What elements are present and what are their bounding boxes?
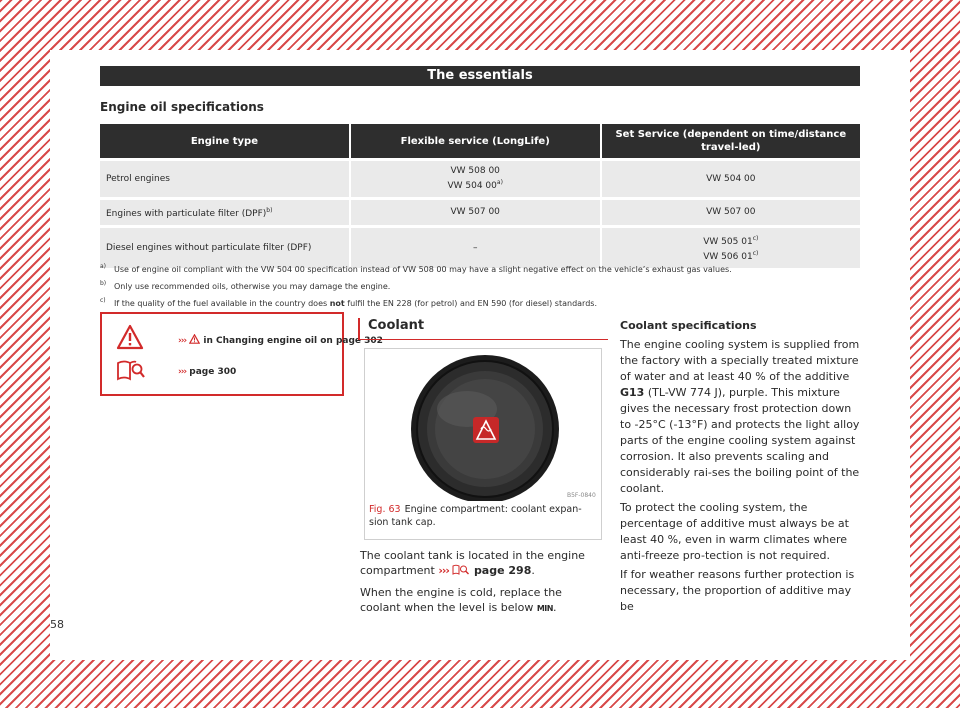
coolant-heading: Coolant	[358, 318, 608, 340]
set-value: VW 505 01	[703, 237, 753, 247]
figure-coolant-cap	[364, 348, 602, 540]
paragraph	[620, 337, 860, 497]
figure-code: B5F-0840	[567, 492, 596, 499]
page-reference[interactable]	[116, 357, 346, 386]
page-reference-text: page 300	[189, 367, 237, 377]
figure-caption	[369, 503, 597, 529]
footnote-text: Only use recommended oils, otherwise you may damage the engine.	[114, 282, 391, 291]
arrow-glyph: ›››	[178, 367, 187, 377]
oil-spec-table	[100, 121, 860, 271]
column-header-flexible-service: Flexible service (LongLife)	[351, 124, 602, 158]
coolant-cap-photo	[369, 353, 597, 501]
footnote	[100, 264, 860, 275]
paragraph-text: The coolant tank is located in the engine compartment	[360, 549, 585, 577]
footnote-emphasis: not	[329, 299, 345, 308]
footnote-text: fulfil the EN 228 (for petrol) and EN 590 (for diesel) standards.	[344, 299, 597, 308]
engine-label: Engines with particulate filter (DPF)	[106, 209, 267, 219]
flex-value: –	[472, 242, 478, 253]
set-value: VW 506 01	[703, 252, 753, 262]
column-header-set-service: Set Service (dependent on time/distance travel-led)	[602, 124, 860, 158]
table-cell-engine	[100, 228, 351, 268]
column-header-engine-type: Engine type	[100, 124, 351, 158]
footnote	[100, 281, 860, 292]
footnote-marker: b)	[266, 207, 273, 214]
table-cell-engine	[100, 161, 351, 197]
coolant-text	[360, 548, 600, 623]
paragraph	[360, 585, 600, 616]
table-cell-flex	[351, 200, 602, 225]
engine-label: Diesel engines without particulate filter (DPF)	[106, 242, 312, 253]
paragraph: To protect the cooling system, the percentage of additive must always be at least 40 %, even in warm climates where anti-freeze pro-tection is not required.	[620, 501, 849, 562]
table-cell-engine	[100, 200, 351, 225]
specs-heading: Coolant specifications	[620, 319, 757, 332]
min-marker-symbol: MIN	[536, 604, 553, 613]
flex-value: VW 504 00	[447, 181, 497, 191]
page-number: 58	[50, 618, 64, 631]
footnote-mark: c)	[100, 297, 106, 304]
paragraph-text: (TL-VW 774 J), purple. This mixture gives the necessary frost protection down to -25°C (-13°F) and protects the light alloy parts of the engine cooling system against corrosion. It also prevents scaling and considerably rai-ses the boiling point of the coolant.	[620, 386, 860, 495]
paragraph-text: When the engine is cold, replace the coolant when the level is below	[360, 586, 562, 614]
table-cell-flex	[351, 228, 602, 268]
footnote-marker: c)	[752, 250, 759, 257]
set-value: VW 504 00	[706, 173, 756, 184]
paragraph-text: The engine cooling system is supplied from the factory with a specially treated mixture of water and at least 40 % of the additive	[620, 338, 860, 383]
page	[50, 50, 910, 660]
page-link[interactable]: page 298	[473, 564, 532, 577]
warning-reference[interactable]	[116, 324, 383, 353]
book-magnifier-icon	[452, 563, 470, 575]
coolant-specifications	[620, 318, 860, 618]
table-cell-flex	[351, 161, 602, 197]
table-row	[100, 228, 860, 268]
table-header-row	[100, 124, 860, 158]
arrow-glyph: ›››	[178, 336, 187, 346]
footnote-marker: c)	[752, 235, 759, 242]
footnotes	[100, 264, 860, 315]
footnote-mark: b)	[100, 280, 107, 287]
warning-triangle-icon	[116, 324, 144, 350]
footnote-text: Use of engine oil compliant with the VW 504 00 specification instead of VW 508 00 may have a slight negative effect on the vehicle’s exhaust gas values.	[114, 265, 732, 274]
warning-small-icon	[189, 334, 200, 344]
figure-caption-text: Engine compartment: coolant expan-sion tank cap.	[369, 504, 582, 528]
footnote-mark: a)	[100, 263, 107, 270]
additive-name: G13	[620, 386, 645, 399]
punctuation: .	[531, 564, 535, 577]
set-value: VW 507 00	[706, 207, 756, 217]
engine-label: Petrol engines	[106, 173, 170, 184]
cross-reference-box	[100, 312, 383, 396]
footnote-text: If the quality of the fuel available in the country does	[114, 299, 330, 308]
arrow-glyph: ›››	[438, 564, 449, 577]
punctuation: .	[552, 601, 557, 614]
footnote	[100, 298, 860, 309]
section-title: Engine oil specifications	[100, 100, 264, 114]
flex-value: VW 508 00	[450, 166, 500, 176]
table-cell-set	[602, 228, 860, 268]
table-cell-set	[602, 161, 860, 197]
book-magnifier-icon	[116, 357, 146, 383]
table-cell-set	[602, 200, 860, 225]
table-row	[100, 161, 860, 197]
header-title: The essentials	[100, 66, 860, 86]
paragraph	[360, 548, 600, 578]
coolant-cap-image	[369, 353, 597, 501]
warning-reference-text: in Changing engine oil on page 302	[203, 336, 383, 346]
table-row	[100, 200, 860, 225]
figure-label: Fig. 63	[369, 504, 401, 515]
footnote-marker: a)	[496, 179, 503, 186]
flex-value: VW 507 00	[450, 207, 500, 217]
paragraph: If for weather reasons further protection is necessary, the proportion of additive may be	[620, 568, 855, 613]
